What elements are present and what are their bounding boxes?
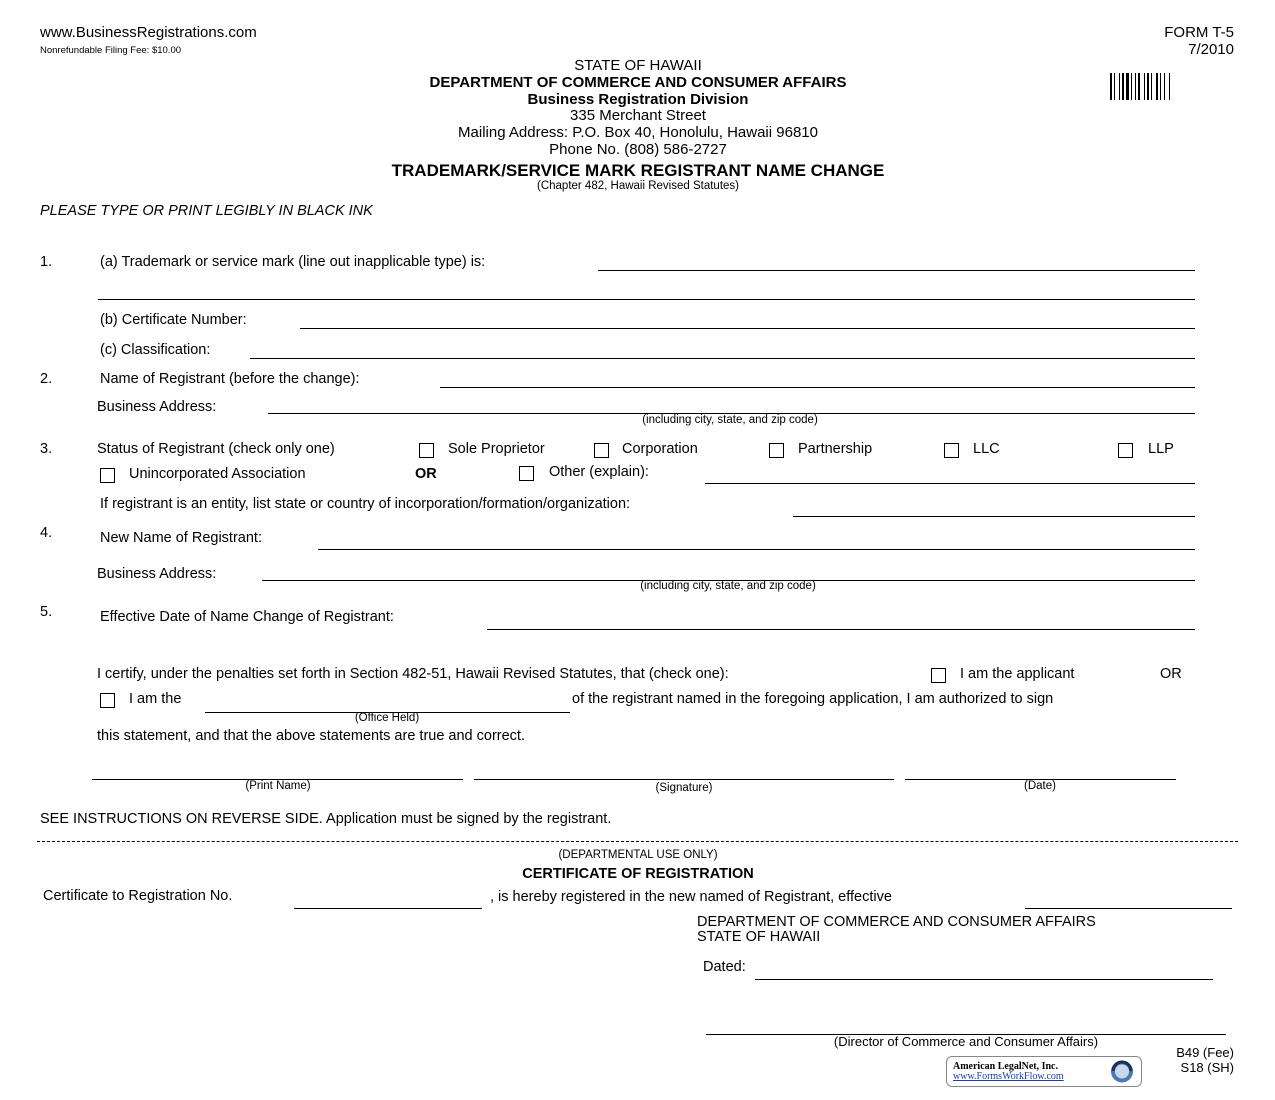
barcode-bar [1110, 73, 1112, 100]
barcode-bar [1138, 73, 1140, 100]
cert-no-field[interactable] [294, 908, 482, 909]
date-caption: (Date) [1024, 780, 1056, 792]
entity-jurisdiction-field[interactable] [793, 516, 1195, 517]
classification-label: (c) Classification: [100, 342, 211, 358]
barcode-bar [1156, 73, 1158, 100]
director-caption: (Director of Commerce and Consumer Affairs) [833, 1034, 1099, 1049]
address-caption: (including city, state, and zip code) [642, 414, 818, 426]
partnership-label: Partnership [798, 441, 873, 457]
registrant-name-label: Name of Registrant (before the change): [100, 371, 360, 387]
section-1-number: 1. [40, 254, 53, 270]
hereby-text: , is hereby registered in the new named of Registrant, effective [490, 889, 892, 905]
applicant-label: I am the applicant [960, 666, 1075, 682]
dated-field[interactable] [755, 979, 1213, 980]
barcode-bar [1147, 73, 1149, 100]
fee-code: B49 (Fee) [1176, 1045, 1234, 1060]
signature-field[interactable] [474, 779, 894, 780]
business-address-label: Business Address: [97, 399, 217, 415]
section-5-number: 5. [40, 604, 53, 620]
form-date: 7/2010 [1188, 41, 1234, 58]
effective-date-field[interactable] [487, 629, 1195, 630]
new-name-label: New Name of Registrant: [100, 530, 262, 546]
sole-proprietor-checkbox[interactable] [419, 443, 434, 458]
phone-number: Phone No. (808) 586-2727 [549, 141, 727, 158]
departmental-use-label: (DEPARTMENTAL USE ONLY) [558, 849, 718, 861]
other-label: Other (explain): [549, 464, 649, 480]
dated-label: Dated: [703, 959, 746, 975]
trademark-field-line2[interactable] [98, 299, 1195, 300]
trademark-field[interactable] [598, 270, 1195, 271]
classification-field[interactable] [250, 358, 1195, 359]
logo-company: American LegalNet, Inc. [953, 1061, 1058, 1072]
barcode-bar [1144, 73, 1145, 100]
llc-checkbox[interactable] [944, 443, 959, 458]
filing-fee: Nonrefundable Filing Fee: $10.00 [40, 45, 182, 56]
other-explain-field[interactable] [705, 483, 1195, 484]
llp-label: LLP [1148, 441, 1174, 457]
partnership-checkbox[interactable] [769, 443, 784, 458]
cut-divider [37, 841, 1238, 842]
unincorporated-association-label: Unincorporated Association [129, 466, 306, 482]
status-label: Status of Registrant (check only one) [97, 441, 335, 457]
certificate-title: CERTIFICATE OF REGISTRATION [522, 866, 754, 882]
barcode-bar [1164, 73, 1165, 100]
form-title: TRADEMARK/SERVICE MARK REGISTRANT NAME CHANGE [391, 161, 885, 180]
or-label: OR [415, 466, 437, 482]
effective-date-label: Effective Date of Name Change of Registrant: [100, 609, 394, 625]
department-title: DEPARTMENT OF COMMERCE AND CONSUMER AFFAIRS [429, 74, 847, 91]
street-address: 335 Merchant Street [570, 107, 706, 124]
certificate-number-label: (b) Certificate Number: [100, 312, 247, 328]
form-id: FORM T-5 [1164, 24, 1234, 41]
barcode-bar [1169, 73, 1170, 100]
new-name-field[interactable] [318, 549, 1195, 550]
barcode-bar [1135, 73, 1136, 100]
print-name-caption: (Print Name) [245, 780, 311, 792]
section-4-number: 4. [40, 525, 53, 541]
ink-instruction: PLEASE TYPE OR PRINT LEGIBLY IN BLACK INK [40, 203, 373, 219]
chapter-note: (Chapter 482, Hawaii Revised Statutes) [537, 180, 739, 192]
office-held-caption: (Office Held) [354, 712, 420, 724]
llp-checkbox[interactable] [1118, 443, 1133, 458]
instructions-note: SEE INSTRUCTIONS ON REVERSE SIDE. Application must be signed by the registrant. [40, 811, 612, 827]
barcode-bar [1126, 73, 1129, 100]
barcode-bar [1151, 73, 1152, 100]
corporation-label: Corporation [622, 441, 698, 457]
effective-field[interactable] [1025, 908, 1232, 909]
other-checkbox[interactable] [519, 466, 534, 481]
registrant-name-field[interactable] [440, 387, 1195, 388]
truth-statement: this statement, and that the above statements are true and correct. [97, 728, 525, 744]
signature-caption: (Signature) [655, 782, 713, 794]
certificate-number-field[interactable] [300, 328, 1195, 329]
barcode-bar [1119, 73, 1120, 100]
sh-code: S18 (SH) [1180, 1060, 1234, 1075]
entity-label: If registrant is an entity, list state or country of incorporation/formation/organization: [100, 496, 631, 512]
barcode-bar [1160, 73, 1161, 100]
applicant-checkbox[interactable] [931, 668, 946, 683]
unincorporated-association-checkbox[interactable] [100, 468, 115, 483]
american-legalnet-logo [946, 1056, 1142, 1087]
authorization-text: of the registrant named in the foregoing application, I am authorized to sign [572, 691, 1054, 707]
dept-signature-title: DEPARTMENT OF COMMERCE AND CONSUMER AFFAIRS [697, 914, 1096, 930]
barcode-bar [1122, 73, 1124, 100]
sole-proprietor-label: Sole Proprietor [448, 441, 545, 457]
barcode-bar [1114, 73, 1115, 100]
trademark-label: (a) Trademark or service mark (line out inapplicable type) is: [100, 254, 486, 270]
cert-no-label: Certificate to Registration No. [43, 888, 233, 904]
i-am-the-label: I am the [129, 691, 182, 707]
llc-label: LLC [973, 441, 1000, 457]
logo-url[interactable]: www.FormsWorkFlow.com [953, 1071, 1064, 1082]
state-title: STATE OF HAWAII [574, 57, 702, 74]
certify-or-label: OR [1160, 666, 1182, 682]
division-title: Business Registration Division [527, 91, 749, 108]
mailing-address: Mailing Address: P.O. Box 40, Honolulu, Hawaii 96810 [458, 124, 818, 141]
section-3-number: 3. [40, 441, 53, 457]
new-address-caption: (including city, state, and zip code) [640, 580, 816, 592]
new-business-address-label: Business Address: [97, 566, 217, 582]
website: www.BusinessRegistrations.com [40, 24, 257, 41]
corporation-checkbox[interactable] [594, 443, 609, 458]
certify-statement: I certify, under the penalties set forth in Section 482-51, Hawaii Revised Statutes, that (check one): [97, 666, 729, 682]
dept-state-title: STATE OF HAWAII [697, 929, 821, 945]
barcode-bar [1131, 73, 1132, 100]
globe-icon [1105, 1059, 1139, 1084]
section-2-number: 2. [40, 371, 53, 387]
officer-checkbox[interactable] [100, 693, 115, 708]
